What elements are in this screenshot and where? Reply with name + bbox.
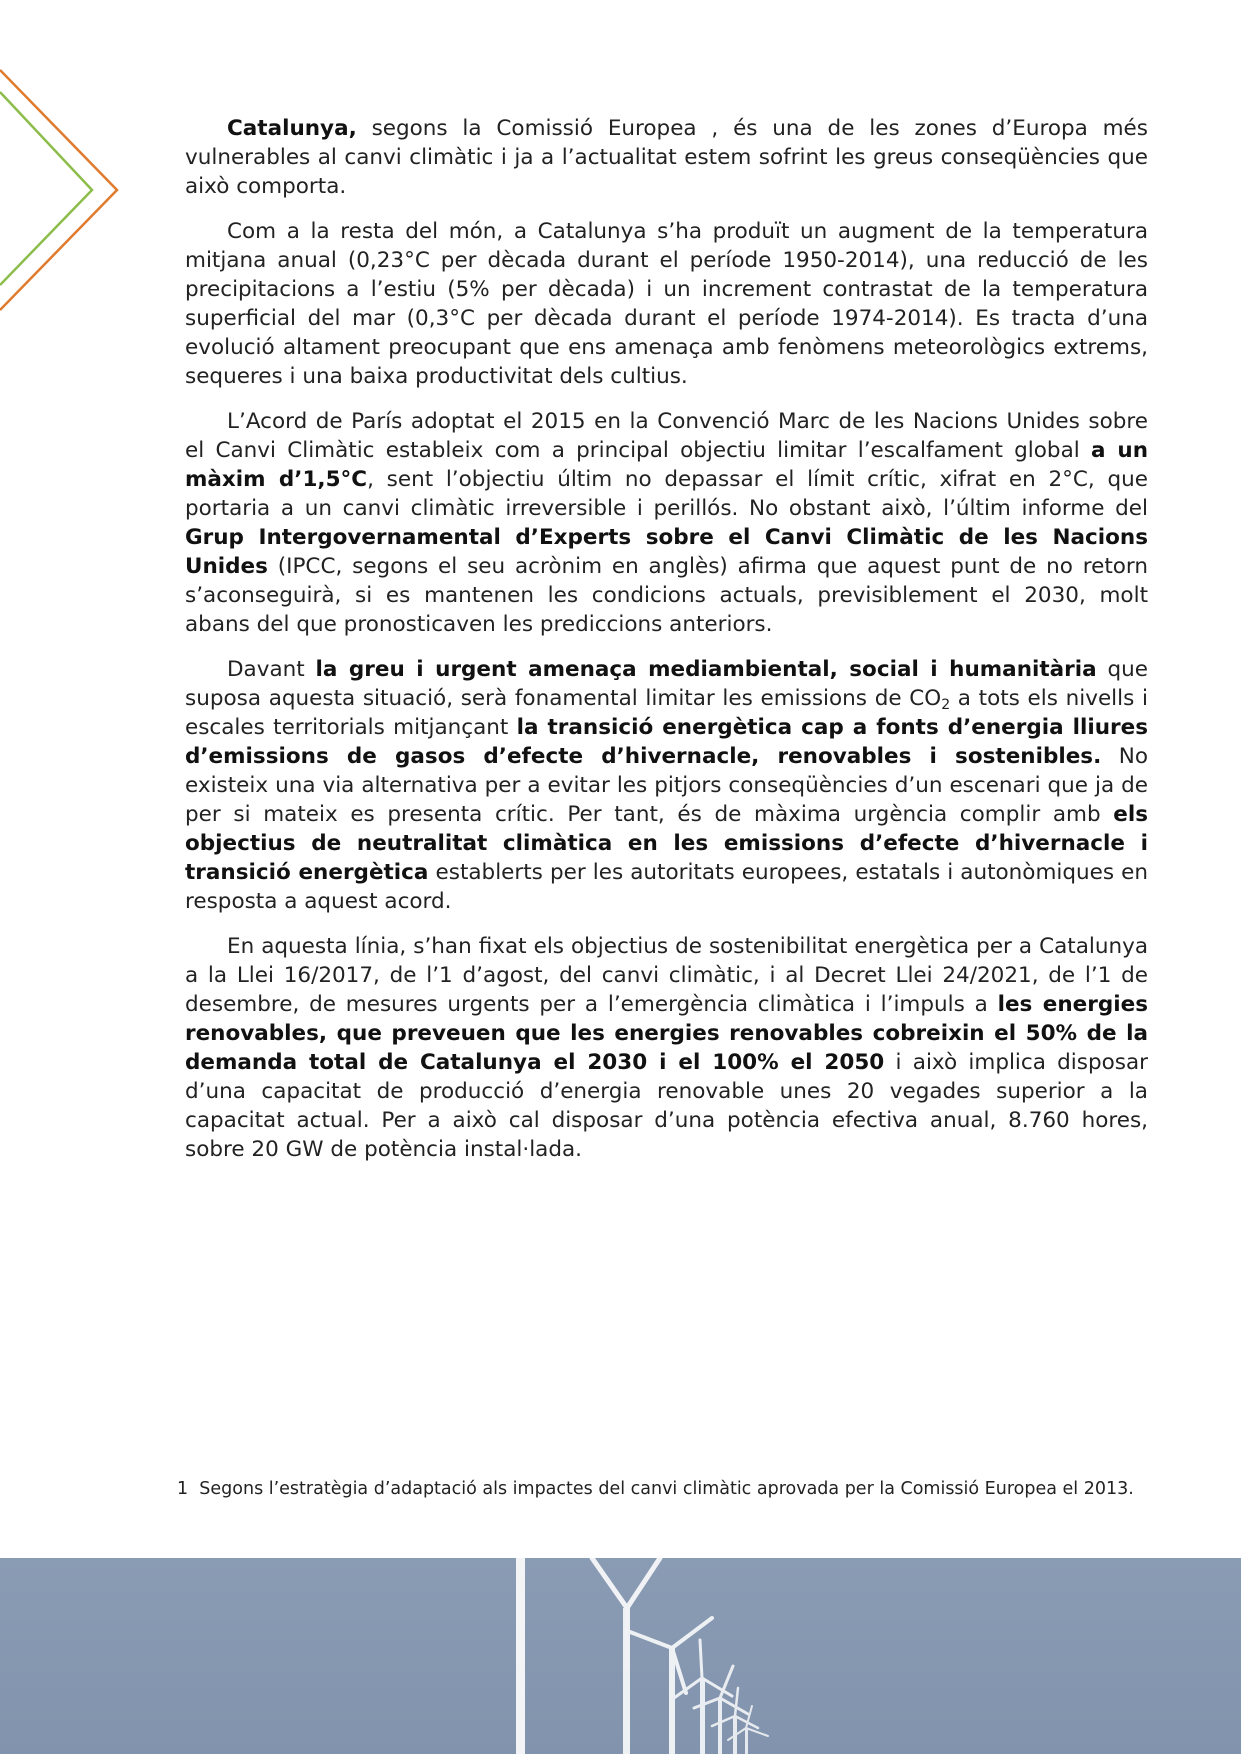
green-chevron-line (0, 92, 92, 285)
bold-text: la transició energètica cap a fonts d’energia lliures d’emissions de gasos d’efecte d’hivernacle, renovables i sostenibles. (185, 715, 1148, 769)
text-run: (IPCC, segons el seu acrònim en anglès) afirma que aquest punt de no retorn s’aconseguirà, si es mantenen les condicions actuals, previsiblement el 2030, molt abans del que pronosticaven les prediccions anteriors. (185, 554, 1148, 637)
paragraph-1 (185, 114, 1148, 201)
wind-turbines-photo (0, 1558, 1241, 1754)
footnote-number: 1 (177, 1479, 189, 1499)
bold-text: els objectius de neutralitat climàtica en les emissions d’efecte d’hivernacle i transició energètica (185, 802, 1148, 885)
body-text (185, 114, 1148, 1180)
text-run: a tots els nivells i escales territorials mitjançant (185, 686, 1148, 740)
paragraph-3 (185, 407, 1148, 639)
text-run: En aquesta línia, s’han fixat els objectius de sostenibilitat energètica per a Catalunya a la Llei 16/2017, de l’1 d’agost, del canvi climàtic, i al Decret Llei 24/2021, de l’1 de desembre, de mesures urgents per a l’emergència climàtica i l’impuls a (185, 934, 1148, 1017)
bold-text: a un màxim d’1,5°C (185, 438, 1149, 492)
text-run: Com a la resta del món, a Catalunya s’ha produït un augment de la temperatura mitjana anual (0,23°C per dècada durant el període 1950-2014), una reducció de les precipitacions a l’estiu (5% per dècada) i un increment contrastat de la temperatura superficial del mar (0,3°C per dècada durant el període 1974-2014). Es tracta d’una evolució altament preocupant que ens amenaça amb fenòmens meteorològics extrems, sequeres i una baixa productivitat dels cultius. (185, 219, 1148, 389)
bold-text: Grup Intergovernamental d’Experts sobre el Canvi Climàtic de les Nacions Unides (185, 525, 1148, 579)
paragraph-5 (185, 932, 1148, 1164)
wind-turbines-image (0, 1558, 1241, 1754)
subscript-text: 2 (941, 697, 951, 713)
text-run: No existeix una via alternativa per a evitar les pitjors conseqüències d’un escenari que ja de per si mateix es presenta crític. Per tant, és de màxima urgència complir amb (185, 744, 1148, 827)
text-run: , sent l’objectiu últim no depassar el límit crític, xifrat en 2°C, que portaria a un canvi climàtic irreversible i perillós. No obstant això, l’últim informe del (185, 467, 1148, 521)
text-run: L’Acord de París adoptat el 2015 en la Convenció Marc de les Nacions Unides sobre el Canvi Climàtic estableix com a principal objectiu limitar l’escalfament global (185, 409, 1148, 463)
bold-text: la greu i urgent amenaça mediambiental, social i humanitària (315, 657, 1097, 682)
bold-text: les energies renovables, que preveuen que les energies renovables cobreixin el 50% de la demanda total de Catalunya el 2030 i el 100% el 2050 (185, 992, 1148, 1075)
orange-chevron-line (0, 70, 117, 310)
chevron-decoration (0, 0, 130, 330)
text-run: i això implica disposar d’una capacitat de producció d’energia renovable unes 20 vegades superior a la capacitat actual. Per a això cal disposar d’una potència efectiva anual, 8.760 hores, sobre 20 GW de potència instal·lada. (185, 1050, 1149, 1162)
paragraph-4 (185, 655, 1148, 916)
text-run: segons la Comissió Europea , és una de les zones d’Europa més vulnerables al canvi climàtic i ja a l’actualitat estem sofrint les greus conseqüències que això comporta. (185, 116, 1148, 199)
text-run: establerts per les autoritats europees, estatals i autonòmiques en resposta a aquest acord. (185, 860, 1148, 914)
paragraph-2 (185, 217, 1148, 391)
footnote-text: Segons l’estratègia d’adaptació als impactes del canvi climàtic aprovada per la Comissió Europea el 2013. (199, 1479, 1134, 1499)
footnote (177, 1475, 1137, 1504)
text-run: Davant (227, 657, 316, 682)
bold-text: Catalunya, (227, 116, 357, 141)
text-run: que suposa aquesta situació, serà fonamental limitar les emissions de CO (185, 657, 1148, 711)
